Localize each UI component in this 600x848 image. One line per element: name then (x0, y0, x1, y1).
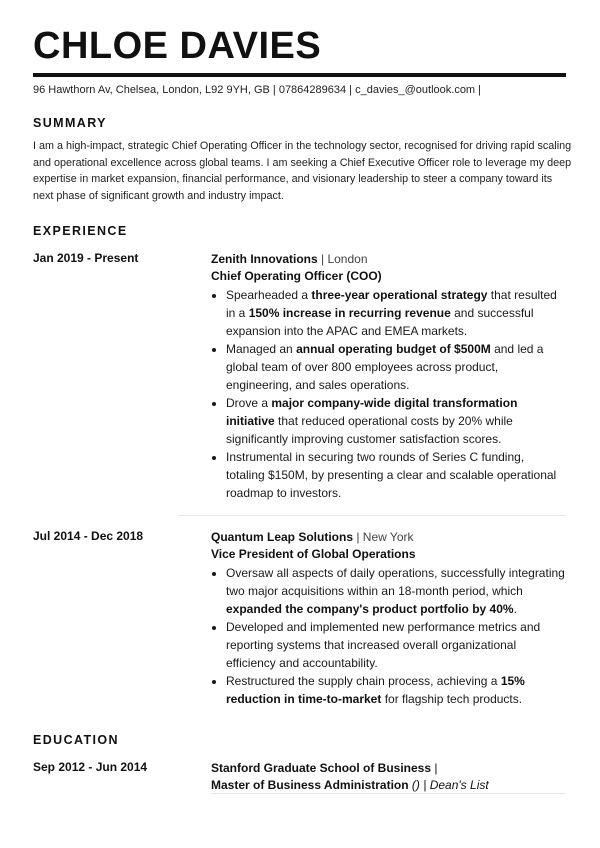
bullet-item: • Managed an annual operating budget of $500M and led a global team of over 800 employees across product, engineering, and sales operations. (226, 340, 566, 394)
degree-name: Master of Business Administration (211, 778, 409, 792)
job-location: | London (317, 252, 368, 266)
summary-text: I am a high-impact, strategic Chief Operating Officer in the technology sector, recognised for driving rapid scaling and operational excellence across global teams. I am seeking a Chief Executive Officer role to leverage my deep expertise in market expansion, financial performance, and visionary leadership to steer a company toward its next phase of significant growth and industry impact. (33, 140, 572, 202)
bullet-item: • Spearheaded a three-year operational strategy that resulted in a 150% increase in recurring revenue and successful expansion into the APAC and EMEA markets. (226, 286, 566, 340)
summary-heading: SUMMARY (33, 116, 107, 130)
job-company: Zenith Innovations (211, 252, 318, 266)
job-role: Vice President of Global Operations (211, 547, 416, 561)
job-bullets (211, 286, 566, 502)
school-line (211, 760, 566, 777)
degree-line (211, 777, 566, 794)
job-dates: Jan 2019 - Present (33, 251, 139, 265)
job-location: | New York (353, 530, 414, 544)
experience-heading: EXPERIENCE (33, 224, 128, 238)
school-suffix: | (431, 761, 438, 775)
header-divider (33, 73, 566, 77)
school-name: Stanford Graduate School of Business (211, 761, 432, 775)
job-company-line (211, 251, 566, 268)
contact-line: 96 Hawthorn Av, Chelsea, London, L92 9YH, GB | 07864289634 | c_davies_@outlook.com | (33, 84, 482, 96)
job-bullets (211, 564, 566, 708)
education-dates: Sep 2012 - Jun 2014 (33, 760, 148, 774)
bullet-item: • Restructured the supply chain process, achieving a 15% reduction in time-to-market for flagship tech products. (226, 672, 566, 708)
job-company: Quantum Leap Solutions (211, 530, 354, 544)
job-dates: Jul 2014 - Dec 2018 (33, 529, 144, 543)
entry-divider (211, 793, 566, 794)
job-role: Chief Operating Officer (COO) (211, 269, 382, 283)
bullet-item: • Developed and implemented new performance metrics and reporting systems that increased overall organizational efficiency and accountability. (226, 618, 566, 672)
education-heading: EDUCATION (33, 733, 119, 747)
entry-divider (178, 515, 566, 516)
bullet-item: • Instrumental in securing two rounds of Series C funding, totaling $150M, by presenting a clear and scalable operational roadmap to investors. (226, 448, 566, 502)
candidate-name: CHLOE DAVIES (33, 25, 322, 67)
degree-extra: () | Dean's List (408, 778, 489, 792)
job-company-line (211, 529, 566, 546)
bullet-item: • Drove a major company-wide digital transformation initiative that reduced operational costs by 20% while significantly improving customer satisfaction scores. (226, 394, 566, 448)
bullet-item: • Oversaw all aspects of daily operations, successfully integrating two major acquisitions within an 18-month period, which expanded the company's product portfolio by 40%. (226, 564, 566, 618)
